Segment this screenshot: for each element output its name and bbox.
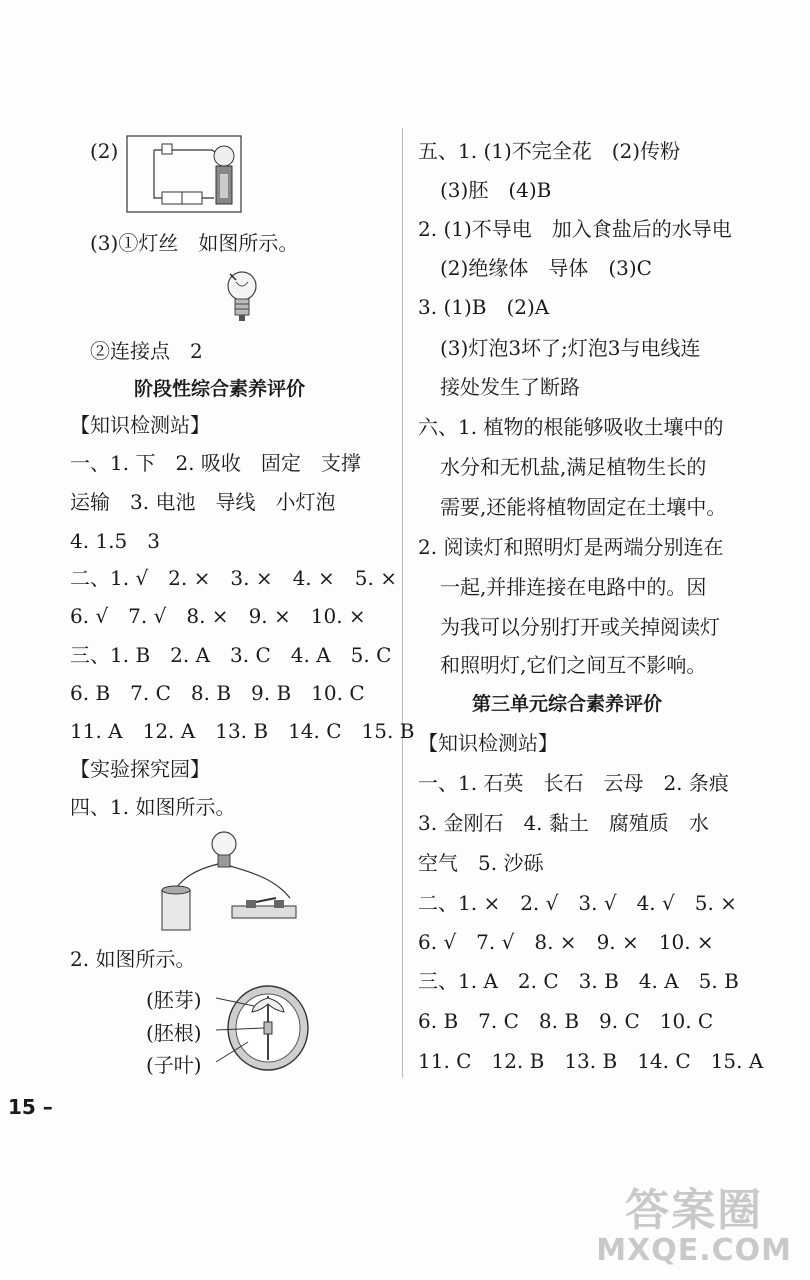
answer-line: (3)胚 (4)B — [440, 178, 552, 202]
answer-line: 空气 5. 沙砾 — [418, 851, 544, 875]
answer-line: 6. B 7. C 8. B 9. C 10. C — [418, 1009, 714, 1033]
seed-label-plumule: (胚芽) — [146, 988, 202, 1012]
answer-line: (2)绝缘体 导体 (3)C — [440, 256, 652, 280]
answer-line: 2. (1)不导电 加入食盐后的水导电 — [418, 217, 732, 241]
circuit-diagram — [126, 130, 242, 214]
seed-label-radicle: (胚根) — [146, 1021, 202, 1045]
seed-diagram — [214, 982, 314, 1074]
light-bulb-icon — [224, 268, 260, 324]
section-title: 第三单元综合素养评价 — [472, 693, 663, 715]
watermark — [596, 1186, 792, 1266]
answer-line: 运输 3. 电池 导线 小灯泡 — [70, 490, 336, 514]
answer-line: 11. A 12. A 13. B 14. C 15. B — [70, 719, 415, 743]
answer-line: 6. B 7. C 8. B 9. B 10. C — [70, 681, 365, 705]
answer-line: 和照明灯,它们之间互不影响。 — [440, 653, 707, 677]
section-heading: 【实验探究园】 — [70, 757, 210, 781]
answer-line: 2. 阅读灯和照明灯是两端分别连在 — [418, 535, 724, 559]
answer-line: 6. √ 7. √ 8. × 9. × 10. × — [70, 604, 366, 628]
answer-line: 一起,并排连接在电路中的。因 — [440, 575, 707, 599]
answer-line: (2) — [90, 139, 119, 163]
watermark-url: MXQE.COM — [596, 1233, 792, 1268]
answer-line: 一、1. 石英 长石 云母 2. 条痕 — [418, 771, 729, 795]
answer-line: 二、1. × 2. √ 3. √ 4. √ 5. × — [418, 891, 737, 915]
answer-line: 11. C 12. B 13. B 14. C 15. A — [418, 1049, 764, 1073]
answer-line: 水分和无机盐,满足植物生长的 — [440, 455, 707, 479]
answer-line: 2. 如图所示。 — [70, 947, 196, 971]
answer-line: 三、1. A 2. C 3. B 4. A 5. B — [418, 969, 739, 993]
answer-line: 一、1. 下 2. 吸收 固定 支撑 — [70, 451, 361, 475]
answer-line: 3. (1)B (2)A — [418, 295, 550, 319]
answer-line: 3. 金刚石 4. 黏土 腐殖质 水 — [418, 811, 709, 835]
page-number: 15 – — [8, 1095, 53, 1119]
section-heading: 【知识检测站】 — [418, 731, 558, 755]
answer-line: 4. 1.5 3 — [70, 529, 160, 553]
answer-line: 六、1. 植物的根能够吸收土壤中的 — [418, 415, 724, 439]
answer-line: 6. √ 7. √ 8. × 9. × 10. × — [418, 930, 714, 954]
answer-line: 二、1. √ 2. × 3. × 4. × 5. × — [70, 566, 397, 590]
answer-line: 接处发生了断路 — [440, 375, 580, 399]
seed-label-cotyledon: (子叶) — [146, 1053, 202, 1077]
answer-line: 为我可以分别打开或关掉阅读灯 — [440, 615, 720, 639]
answer-line: 四、1. 如图所示。 — [70, 795, 236, 819]
section-title: 阶段性综合素养评价 — [134, 378, 306, 400]
answer-line: (3)①灯丝 如图所示。 — [90, 231, 299, 255]
answer-line: 五、1. (1)不完全花 (2)传粉 — [418, 139, 681, 163]
section-heading: 【知识检测站】 — [70, 413, 210, 437]
answer-line: (3)灯泡3坏了;灯泡3与电线连 — [440, 336, 701, 360]
column-divider — [402, 128, 403, 1078]
answer-line: ②连接点 2 — [90, 339, 203, 363]
watermark-logo-text: 答案圈 — [625, 1185, 764, 1236]
answer-line: 需要,还能将植物固定在土壤中。 — [440, 495, 727, 519]
battery-circuit-diagram — [154, 826, 304, 938]
answer-line: 三、1. B 2. A 3. C 4. A 5. C — [70, 643, 392, 667]
